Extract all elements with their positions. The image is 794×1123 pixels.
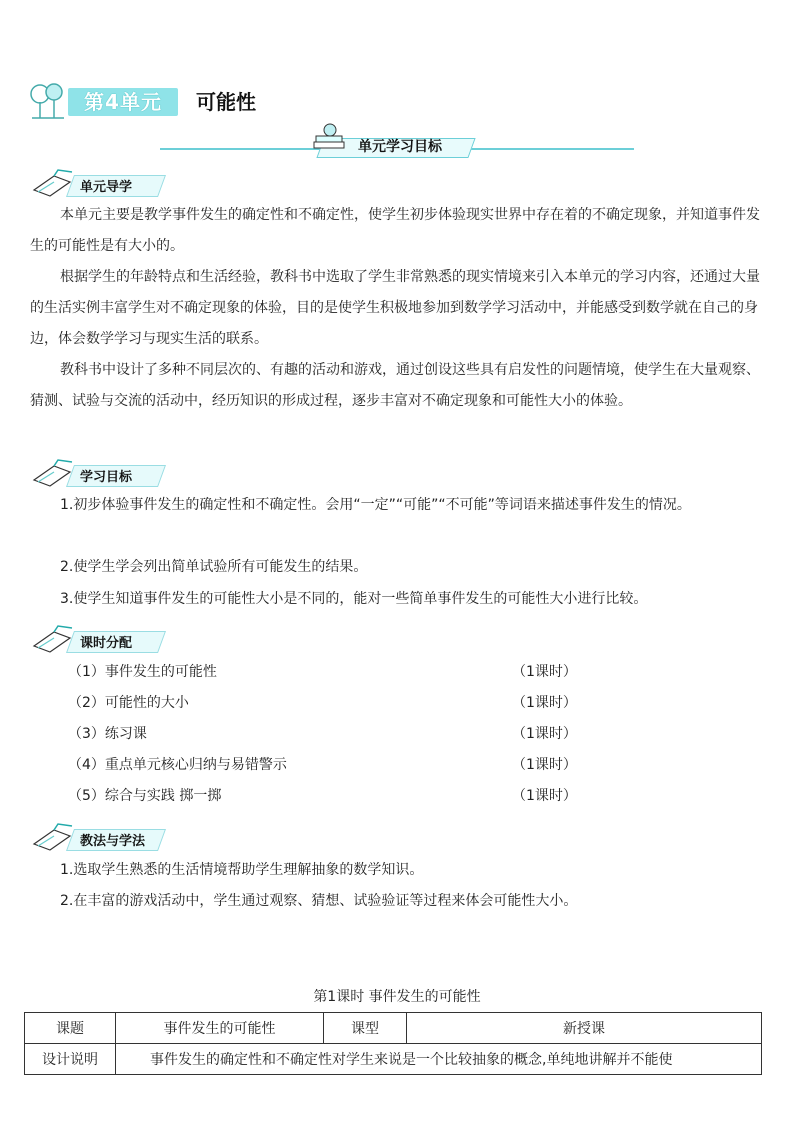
table-cell: 事件发生的可能性 <box>116 1013 324 1044</box>
tree-icon <box>28 80 68 120</box>
section-heading-methods <box>30 822 160 854</box>
schedule-row-hours: （1课时） <box>512 664 577 680</box>
guide-paragraph: 教科书中设计了多种不同层次的、有趣的活动和游戏，通过创设这些具有启发性的问题情境，使学生在大量观察、猜测、试验与交流的活动中，经历知识的形成过程，逐步丰富对不确定现象和可能性大小的体验。 <box>30 362 760 409</box>
guide-heading: 单元导学 <box>80 180 133 195</box>
schedule-row-hours: （1课时） <box>512 726 577 742</box>
schedule-row <box>68 781 588 812</box>
objective-item: 2.使学生学会列出简单试验所有可能发生的结果。 <box>60 559 368 575</box>
table-row <box>25 1044 762 1075</box>
table-cell: 事件发生的确定性和不确定性对学生来说是一个比较抽象的概念,单纯地讲解并不能使 <box>116 1044 762 1075</box>
table-cell: 课型 <box>324 1013 407 1044</box>
section-heading-objectives <box>30 458 160 490</box>
section-heading-schedule <box>30 624 160 656</box>
table-row <box>25 1013 762 1044</box>
objective-item: 1.初步体验事件发生的确定性和不确定性。会用“一定”“可能”“不可能”等词语来描述事件发生的情况。 <box>60 497 691 513</box>
books-icon <box>310 122 350 154</box>
method-item: 1.选取学生熟悉的生活情境帮助学生理解抽象的数学知识。 <box>60 862 424 878</box>
schedule-row-name: （1）事件发生的可能性 <box>68 664 217 680</box>
schedule-row-name: （4）重点单元核心归纳与易错警示 <box>68 757 287 773</box>
objective-item: 3.使学生知道事件发生的可能性大小是不同的，能对一些简单事件发生的可能性大小进行比较。 <box>60 591 648 607</box>
lesson-table <box>24 1012 762 1075</box>
unit-header <box>28 80 328 122</box>
guide-paragraph: 本单元主要是教学事件发生的确定性和不确定性，使学生初步体验现实世界中存在着的不确定现象，并知道事件发生的可能性是有大小的。 <box>30 207 760 254</box>
goals-banner <box>160 126 634 160</box>
table-cell: 课题 <box>25 1013 116 1044</box>
schedule-row-name: （2）可能性的大小 <box>68 695 189 711</box>
lesson-title: 第1课时 事件发生的可能性 <box>313 989 481 1005</box>
schedule-row <box>68 657 588 688</box>
goals-banner-title: 单元学习目标 <box>358 139 442 155</box>
table-cell: 新授课 <box>407 1013 762 1044</box>
schedule-row <box>68 719 588 750</box>
schedule-row <box>68 750 588 781</box>
methods-heading: 教法与学法 <box>80 834 146 849</box>
schedule-row <box>68 688 588 719</box>
method-item: 2.在丰富的游戏活动中，学生通过观察、猜想、试验验证等过程来体会可能性大小。 <box>60 893 578 909</box>
unit-title: 可能性 <box>196 90 256 114</box>
schedule-row-name: （5）综合与实践 掷一掷 <box>68 788 222 804</box>
schedule-row-hours: （1课时） <box>512 788 577 804</box>
schedule-row-name: （3）练习课 <box>68 726 147 742</box>
guide-paragraph: 根据学生的年龄特点和生活经验，教科书中选取了学生非常熟悉的现实情境来引入本单元的学习内容，还通过大量的生活实例丰富学生对不确定现象的体验，目的是使学生积极地参加到数学学习活动中，并能感受到数学就在自己的身边，体会数学学习与现实生活的联系。 <box>30 269 760 347</box>
banner-tab <box>310 134 480 156</box>
schedule-heading: 课时分配 <box>80 636 133 651</box>
objectives-heading: 学习目标 <box>80 470 133 485</box>
section-heading-guide <box>30 168 160 200</box>
schedule-row-hours: （1课时） <box>512 757 577 773</box>
unit-badge: 第4单元 <box>68 88 178 116</box>
table-cell: 设计说明 <box>25 1044 116 1075</box>
schedule-row-hours: （1课时） <box>512 695 577 711</box>
